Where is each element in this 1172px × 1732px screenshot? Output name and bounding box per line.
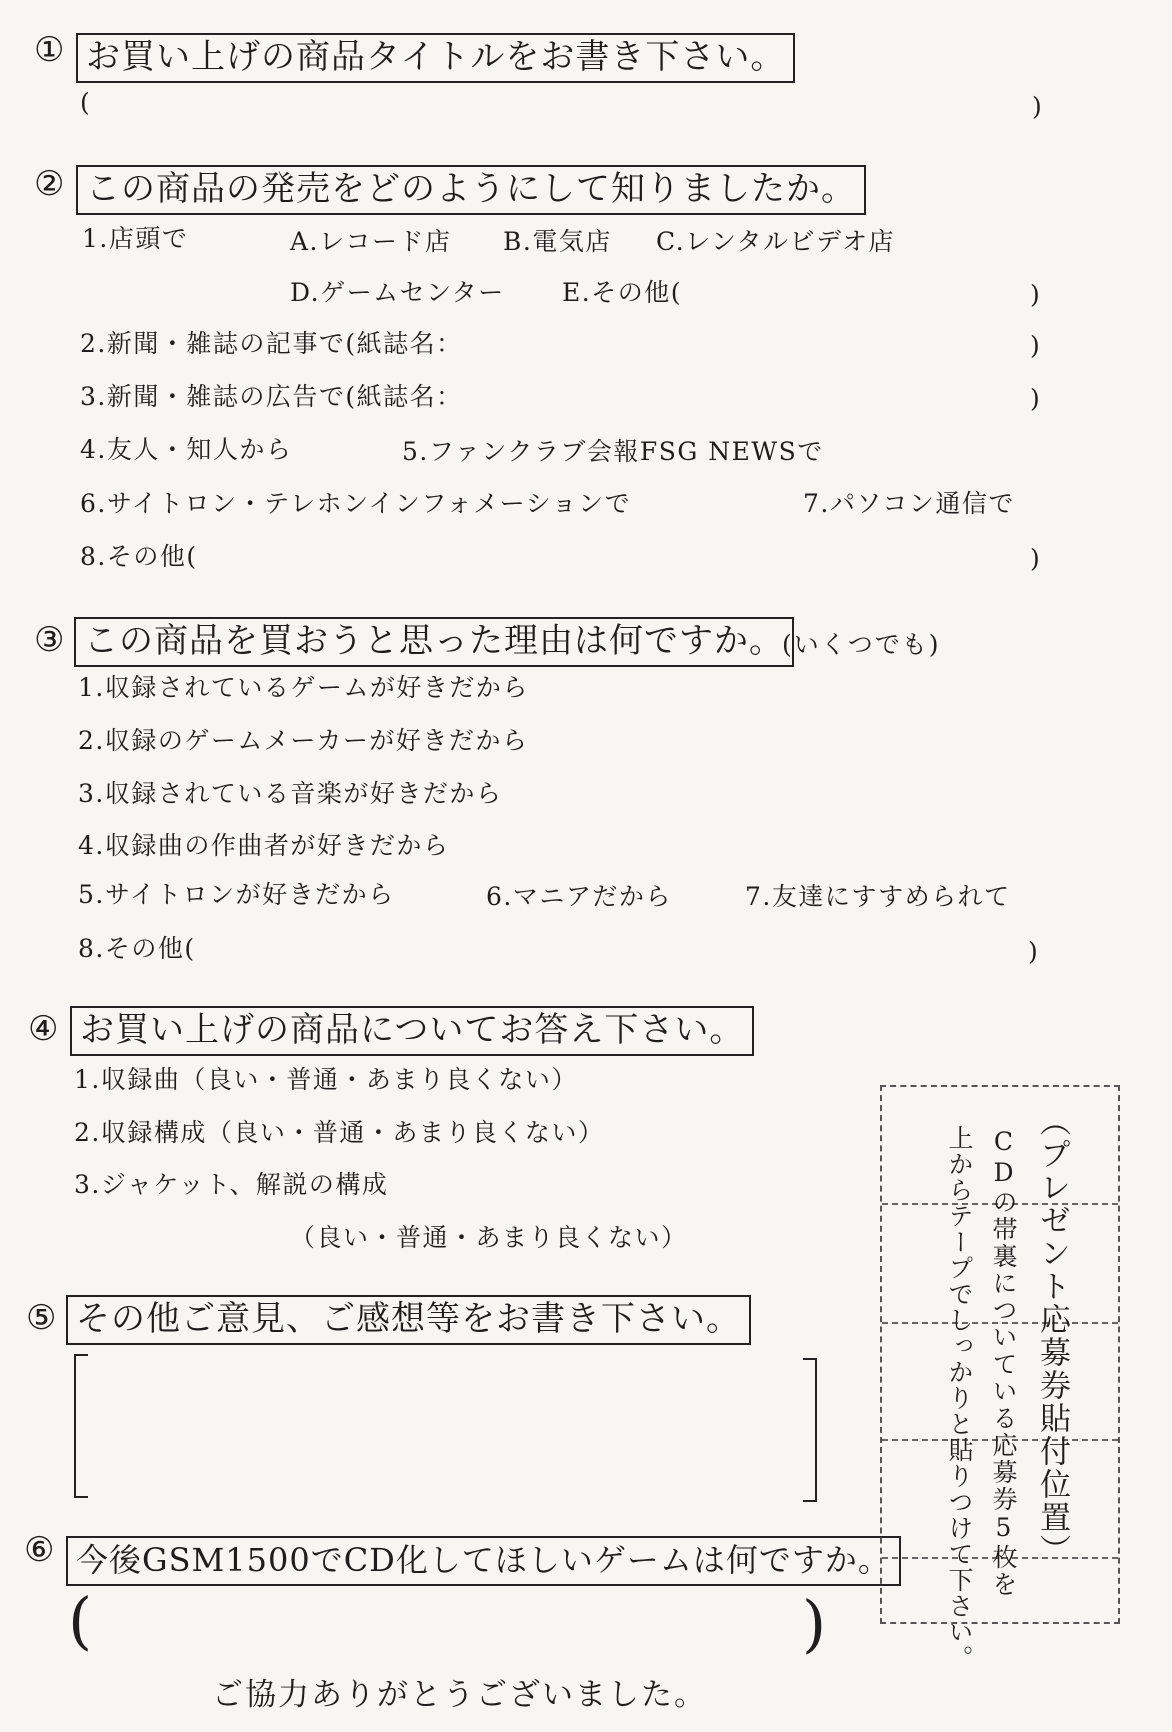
q3-option-8[interactable]: 8.その他( — [78, 934, 196, 963]
q2-option-1[interactable]: 1.店頭で — [82, 224, 189, 253]
q2-option-2[interactable]: 2.新聞・雑誌の記事で(紙誌名： — [80, 329, 463, 358]
coupon-box-instruction-2: 上からテープでしっかりと貼りつけて下さい。 — [945, 1125, 974, 1671]
q3-option-6[interactable]: 6.マニアだから — [486, 882, 672, 911]
q6-answer-close[interactable]: ) — [802, 1587, 827, 1660]
q5-comment-right-bracket — [803, 1358, 817, 1502]
q2-number: ② — [34, 164, 65, 204]
q2-option-6[interactable]: 6.サイトロン・テレホンインフォメーションで — [80, 489, 632, 518]
q5-title: その他ご意見、ご感想等をお書き下さい。 — [66, 1295, 751, 1345]
q3-option-1[interactable]: 1.収録されているゲームが好きだから — [78, 673, 529, 702]
q6-number: ⑥ — [24, 1530, 55, 1570]
q1-answer-open[interactable]: ( — [80, 88, 90, 117]
q2-option-1d[interactable]: D.ゲームセンター — [290, 278, 505, 307]
coupon-attachment-box — [880, 1085, 1120, 1671]
q3-option-7[interactable]: 7.友達にすすめられて — [745, 882, 1011, 911]
q3-number: ③ — [34, 620, 65, 660]
q2-option-1c[interactable]: C.レンタルビデオ店 — [656, 227, 896, 256]
q5-comment-left-bracket — [74, 1354, 88, 1498]
q6-title: 今後GSM1500でCD化してほしいゲームは何ですか。 — [66, 1536, 901, 1586]
closing-thanks: ご協力ありがとうございました。 — [212, 1677, 707, 1713]
q5-number: ⑤ — [26, 1298, 57, 1338]
q3-option-2[interactable]: 2.収録のゲームメーカーが好きだから — [78, 726, 529, 755]
q4-number: ④ — [28, 1009, 59, 1049]
q2-option-1e[interactable]: E.その他( — [562, 278, 682, 307]
q4-item-3[interactable]: 3.ジャケット、解説の構成 — [74, 1170, 389, 1199]
q2-option-3[interactable]: 3.新聞・雑誌の広告で(紙誌名： — [80, 382, 463, 411]
q1-answer-close[interactable]: ) — [1032, 92, 1042, 121]
q2-option-8[interactable]: 8.その他( — [80, 542, 198, 571]
q4-item-2[interactable]: 2.収録構成（良い・普通・あまり良くない） — [74, 1118, 605, 1147]
q5-comment-area[interactable] — [90, 1356, 800, 1492]
q3-option-5[interactable]: 5.サイトロンが好きだから — [78, 880, 395, 909]
q3-option-4[interactable]: 4.収録曲の作曲者が好きだから — [78, 831, 450, 860]
q2-option-2-close: ) — [1030, 331, 1040, 360]
q1-title: お買い上げの商品タイトルをお書き下さい。 — [76, 33, 795, 83]
q2-option-1b[interactable]: B.電気店 — [503, 227, 612, 256]
q4-title: お買い上げの商品についてお答え下さい。 — [70, 1006, 754, 1056]
q1-number: ① — [34, 30, 65, 70]
q3-option-8-close: ) — [1028, 937, 1038, 966]
q2-option-3-close: ) — [1030, 384, 1040, 413]
q4-item-1[interactable]: 1.収録曲（良い・普通・あまり良くない） — [74, 1065, 578, 1094]
q2-option-1a[interactable]: A.レコード店 — [290, 227, 452, 256]
q6-answer-open[interactable]: ( — [68, 1584, 93, 1657]
q3-title: この商品を買おうと思った理由は何ですか。 — [74, 617, 794, 667]
coupon-box-heading: （プレゼント応募券貼付位置） — [1034, 1105, 1070, 1567]
q2-option-4[interactable]: 4.友人・知人から — [80, 435, 293, 464]
q2-title: この商品の発売をどのようにして知りましたか。 — [76, 165, 866, 215]
q2-option-1e-close: ) — [1030, 280, 1040, 309]
q2-option-7[interactable]: 7.パソコン通信で — [803, 489, 1015, 518]
q2-option-8-close: ) — [1030, 544, 1040, 573]
q3-option-3[interactable]: 3.収録されている音楽が好きだから — [78, 779, 503, 808]
q4-item-3-rating[interactable]: （良い・普通・あまり良くない） — [290, 1223, 688, 1252]
coupon-box-instruction-1: CDの帯裏についている応募券5枚を — [989, 1127, 1018, 1598]
q2-option-5[interactable]: 5.ファンクラブ会報FSG NEWSで — [402, 437, 824, 466]
q3-note: (いくつでも) — [782, 630, 941, 659]
